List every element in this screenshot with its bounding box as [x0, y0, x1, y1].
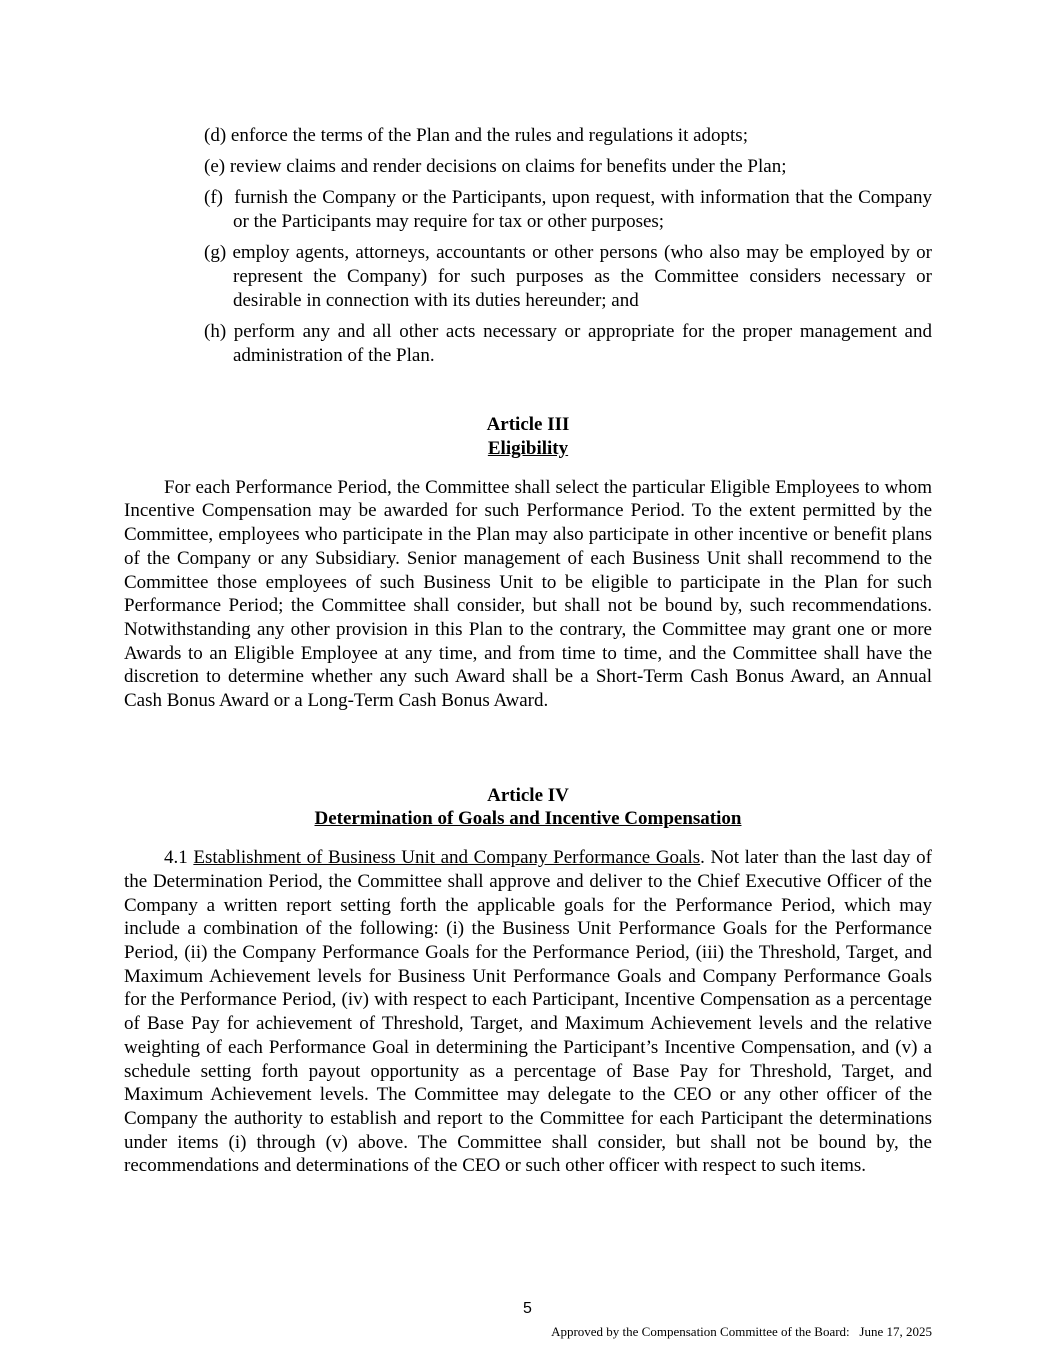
footer [551, 1320, 932, 1344]
footer-date: June 17, 2025 [859, 1324, 932, 1339]
section-number: 4.1 [164, 847, 188, 869]
article-iii-heading [124, 413, 932, 460]
section-4-1-paragraph [124, 846, 932, 1178]
article-iv-number: Article IV [487, 784, 569, 806]
footer-label: Approved by the Compensation Committee of the Board: [551, 1324, 850, 1339]
list-item: (h) perform any and all other acts necessary or appropriate for the proper management and administration of the Plan. [204, 320, 932, 366]
article-iv-title: Determination of Goals and Incentive Compensation [314, 808, 742, 830]
list-item: (e) review claims and render decisions on claims for benefits under the Plan; [204, 156, 787, 178]
section-heading: Establishment of Business Unit and Company Performance Goals [193, 847, 701, 869]
list-item: (f) furnish the Company or the Participants, upon request, with information that the Company or the Participants may require for tax or other purposes; [204, 187, 932, 233]
article-iii-title: Eligibility [487, 438, 569, 460]
list-item: (d) enforce the terms of the Plan and the rules and regulations it adopts; [204, 125, 748, 146]
document-page [124, 124, 932, 1178]
list-item: (g) employ agents, attorneys, accountants or other persons (who also may be employed by or represent the Company) for such purposes as the Committee considers necessary or desirable in connection with its duties hereunder; and [204, 242, 932, 311]
page-number: 5 [523, 1300, 532, 1317]
duties-list [124, 124, 932, 367]
article-iii-number: Article III [486, 414, 570, 436]
section-body: . Not later than the last day of the Determination Period, the Committee shall approve and deliver to the Chief Executive Officer of the Company a written report setting forth the applicable goals for the Performance Period, which may include a combination of the following: (i) the Business Unit Performance Goals for the Performance Period, (ii) the Company Performance Goals for the Performance Period, (iii) the Threshold, Target, and Maximum Achievement levels for Business Unit Performance Goals and Company Performance Goals for the Performance Period, (iv) with respect to each Participant, Incentive Compensation as a percentage of Base Pay for achievement of Threshold, Target, and Maximum Achievement levels and the relative weighting of each Performance Goal in determining the Participant’s Incentive Compensation, and (v) a schedule setting forth payout opportunity as a percentage of Base Pay for Threshold, Target, and Maximum Achievement levels. The Committee may delegate to the CEO or any other officer of the Company the authority to establish and report to the Committee for each Participant the determinations under items (i) through (v) above. The Committee shall consider, but shall not be bound by, the recommendations and determinations of the CEO or such other officer with respect to such items. [124, 847, 932, 1177]
article-iii-body: For each Performance Period, the Committee shall select the particular Eligible Employees to whom Incentive Compensation may be awarded for such Performance Period. To the extent permitted by the Committee, employees who participate in the Plan may also participate in other incentive or benefit plans of the Company or any Subsidiary. Senior management of each Business Unit shall recommend to the Committee those employees of such Business Unit to be eligible to participate in the Plan for such Performance Period; the Committee shall consider, but shall not be bound by, such recommendations. Notwithstanding any other provision in this Plan to the contrary, the Committee may grant one or more Awards to an Eligible Employee at any time, and from time to time, and the Committee shall have the discretion to determine whether any such Award shall be a Short-Term Cash Bonus Award, an Annual Cash Bonus Award or a Long-Term Cash Bonus Award. [124, 476, 932, 712]
article-iv-heading [124, 784, 932, 831]
